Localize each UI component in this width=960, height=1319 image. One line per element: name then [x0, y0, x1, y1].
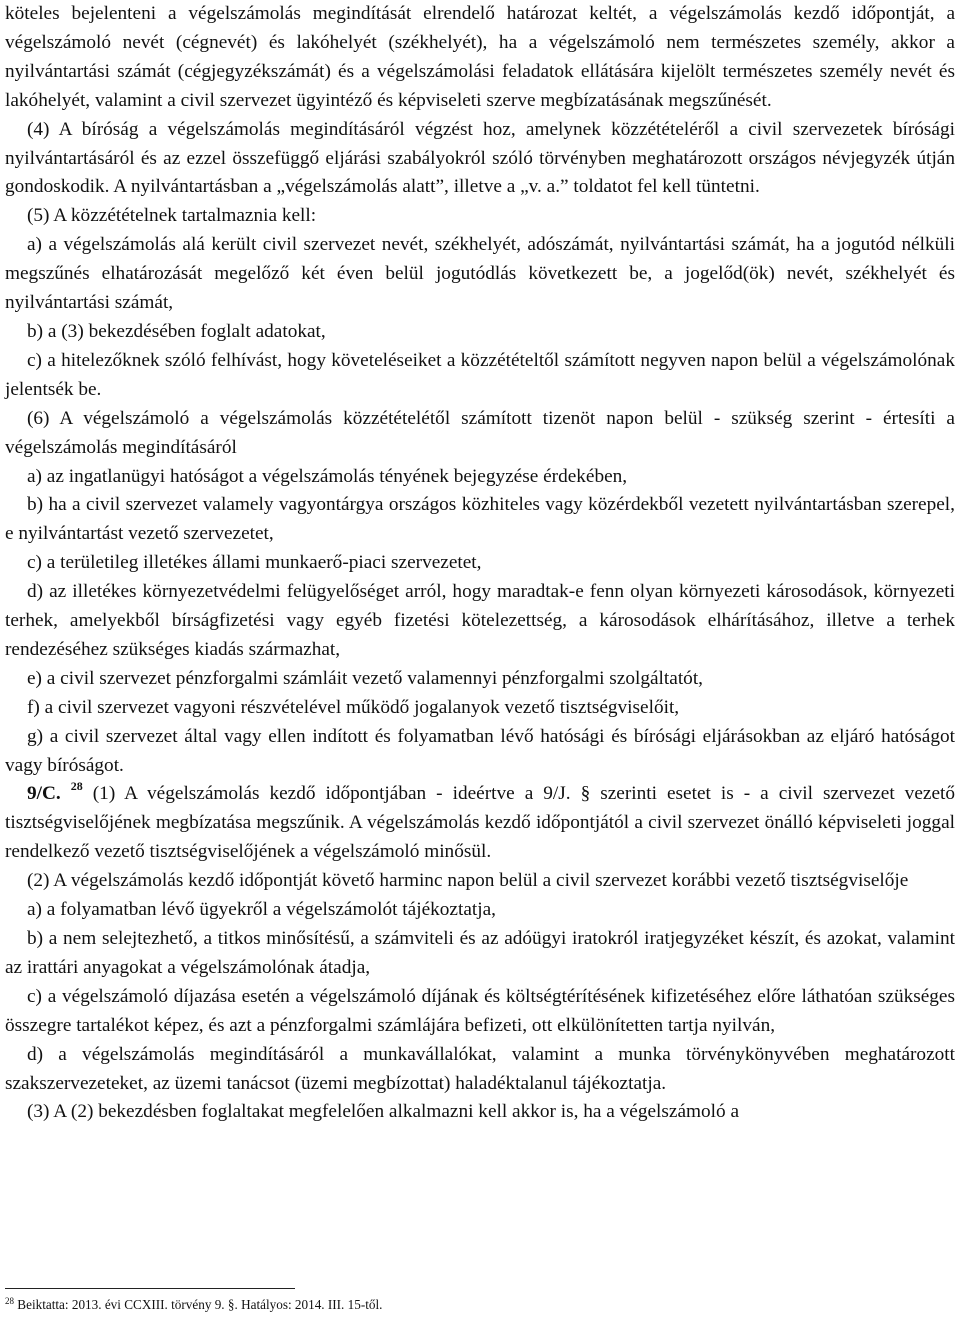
paragraph-6-item-d: d) az illetékes környezetvédelmi felügyelőséget arról, hogy maradtak-e fenn olyan környezeti károsodások, környezeti terhek, amelyekből bírságfizetési vagy egyéb fizetési kötelezettség, a károsodások elhárításához, illetve a terhek rendezéséhez szükséges kiadás származhat, [5, 581, 955, 660]
section-9c-text: (1) A végelszámolás kezdő időpontjában - ideértve a 9/J. § szerinti esetet is - a civil szervezet vezető tisztségviselőjének megbízatása megszűnik. A végelszámolás kezdő időpontjától a civil szervezet önálló képviseleti joggal rendelkező vezető tisztségviselőjének a végelszámoló minősül. [5, 783, 955, 863]
paragraph-6-item-a: a) az ingatlanügyi hatóságot a végelszámolás tényének bejegyzése érdekében, [27, 465, 628, 487]
paragraph-6-item-e: e) a civil szervezet pénzforgalmi számláit vezető valamennyi pénzforgalmi szolgáltatót, [27, 667, 703, 689]
paragraph-6-intro: (6) A végelszámoló a végelszámolás közzétételétől számított tizenöt napon belül - szükség szerint - értesíti a végelszámolás megindításáról [5, 407, 955, 458]
paragraph-4: (4) A bíróság a végelszámolás megindításáról végzést hoz, amelynek közzétételéről a civil szervezetek bírósági nyilvántartásáról és az ezzel összefüggő eljárási szabályokról szóló törvényben meghatározott országos névjegyzék útján gondoskodik. A nyilvántartásban a „végelszámolás alatt”, illetve a „v. a.” toldatot fel kell tüntetni. [5, 118, 955, 198]
section-9c-paragraph-1 [5, 780, 955, 867]
section-9c-item-b: b) a nem selejtezhető, a titkos minősítésű, a számviteli és az adóügyi iratokról iratjegyzéket készít, és azokat, valamint az irattári anyagokat a végelszámolónak átadja, [5, 928, 955, 978]
section-9c-item-d: d) a végelszámolás megindításáról a munkavállalókat, valamint a munka törvénykönyvében meghatározott szakszervezeteket, az üzemi tanácsot (üzemi megbízottat) haladéktalanul tájékoztatja. [5, 1043, 955, 1094]
paragraph-6-item-b: b) ha a civil szervezet valamely vagyontárgya országos közhiteles vagy közérdekből vezetett nyilvántartásban szerepel, e nyilvántartást vezető szervezetet, [5, 494, 955, 545]
footnote-separator [5, 1288, 295, 1289]
paragraph-5-item-a: a) a végelszámolás alá került civil szervezet nevét, székhelyét, adószámát, nyilvántartási számát, ha a jogutód nélküli megszűnés elhatározását megelőző két éven belül jogutódlás következett be, a jogelőd(ök) nevét, székhelyét és nyilvántartási számát, [5, 234, 955, 314]
section-9c-item-a: a) a folyamatban lévő ügyekről a végelszámolót tájékoztatja, [27, 899, 496, 921]
document-page [5, 0, 955, 1127]
section-9c-paragraph-3: (3) A (2) bekezdésben foglaltakat megfelelően alkalmazni kell akkor is, ha a végelszámoló a [27, 1101, 740, 1123]
paragraph-5-item-c: c) a hitelezőknek szóló felhívást, hogy követeléseiket a közzétételtől számított negyven napon belül a végelszámolónak jelentsék be. [5, 349, 955, 400]
footnote-reference[interactable]: 28 [70, 779, 83, 794]
footnote-number: 28 [5, 1296, 14, 1306]
footnote-text: Beiktatta: 2013. évi CCXIII. törvény 9. §. Hatályos: 2014. III. 15-től. [14, 1297, 383, 1312]
paragraph-6-item-g: g) a civil szervezet által vagy ellen indított és folyamatban lévő hatósági és bírósági eljárásokban az eljáró hatóságot vagy bíróságot. [5, 725, 955, 776]
paragraph-5-intro: (5) A közzétételnek tartalmaznia kell: [27, 205, 317, 227]
section-9c-item-c: c) a végelszámoló díjazása esetén a végelszámoló díjának és költségtérítésének kifizetéséhez előre láthatóan szükséges összegre tartalékot képez, és azt a pénzforgalmi számlájára befizeti, ott elkülönítetten tartja nyilván, [5, 985, 955, 1036]
footnote [5, 1296, 382, 1313]
section-label: 9/C. [27, 783, 61, 805]
paragraph-3-continuation: köteles bejelenteni a végelszámolás megindítását elrendelő határozat keltét, a végelszámolás kezdő időpontját, a végelszámoló nevét (cégnevét) és lakóhelyét (székhelyét), ha a végelszámoló nem természetes személy, akkor a nyilvántartási számát (cégjegyzékszámát) és a végelszámolási feladatok ellátására kijelölt természetes személy nevét és lakóhelyét, valamint a civil szervezet ügyintéző és képviseleti szerve megbízatásának megszűnését. [5, 3, 955, 111]
paragraph-6-item-c: c) a területileg illetékes állami munkaerő-piaci szervezetet, [27, 552, 482, 574]
paragraph-6-item-f: f) a civil szervezet vagyoni részvételével működő jogalanyok vezető tisztségviselőit, [27, 696, 680, 718]
section-9c-paragraph-2-intro: (2) A végelszámolás kezdő időpontját követő harminc napon belül a civil szervezet korábbi vezető tisztségviselője [27, 870, 909, 892]
paragraph-5-item-b: b) a (3) bekezdésében foglalt adatokat, [27, 320, 326, 342]
